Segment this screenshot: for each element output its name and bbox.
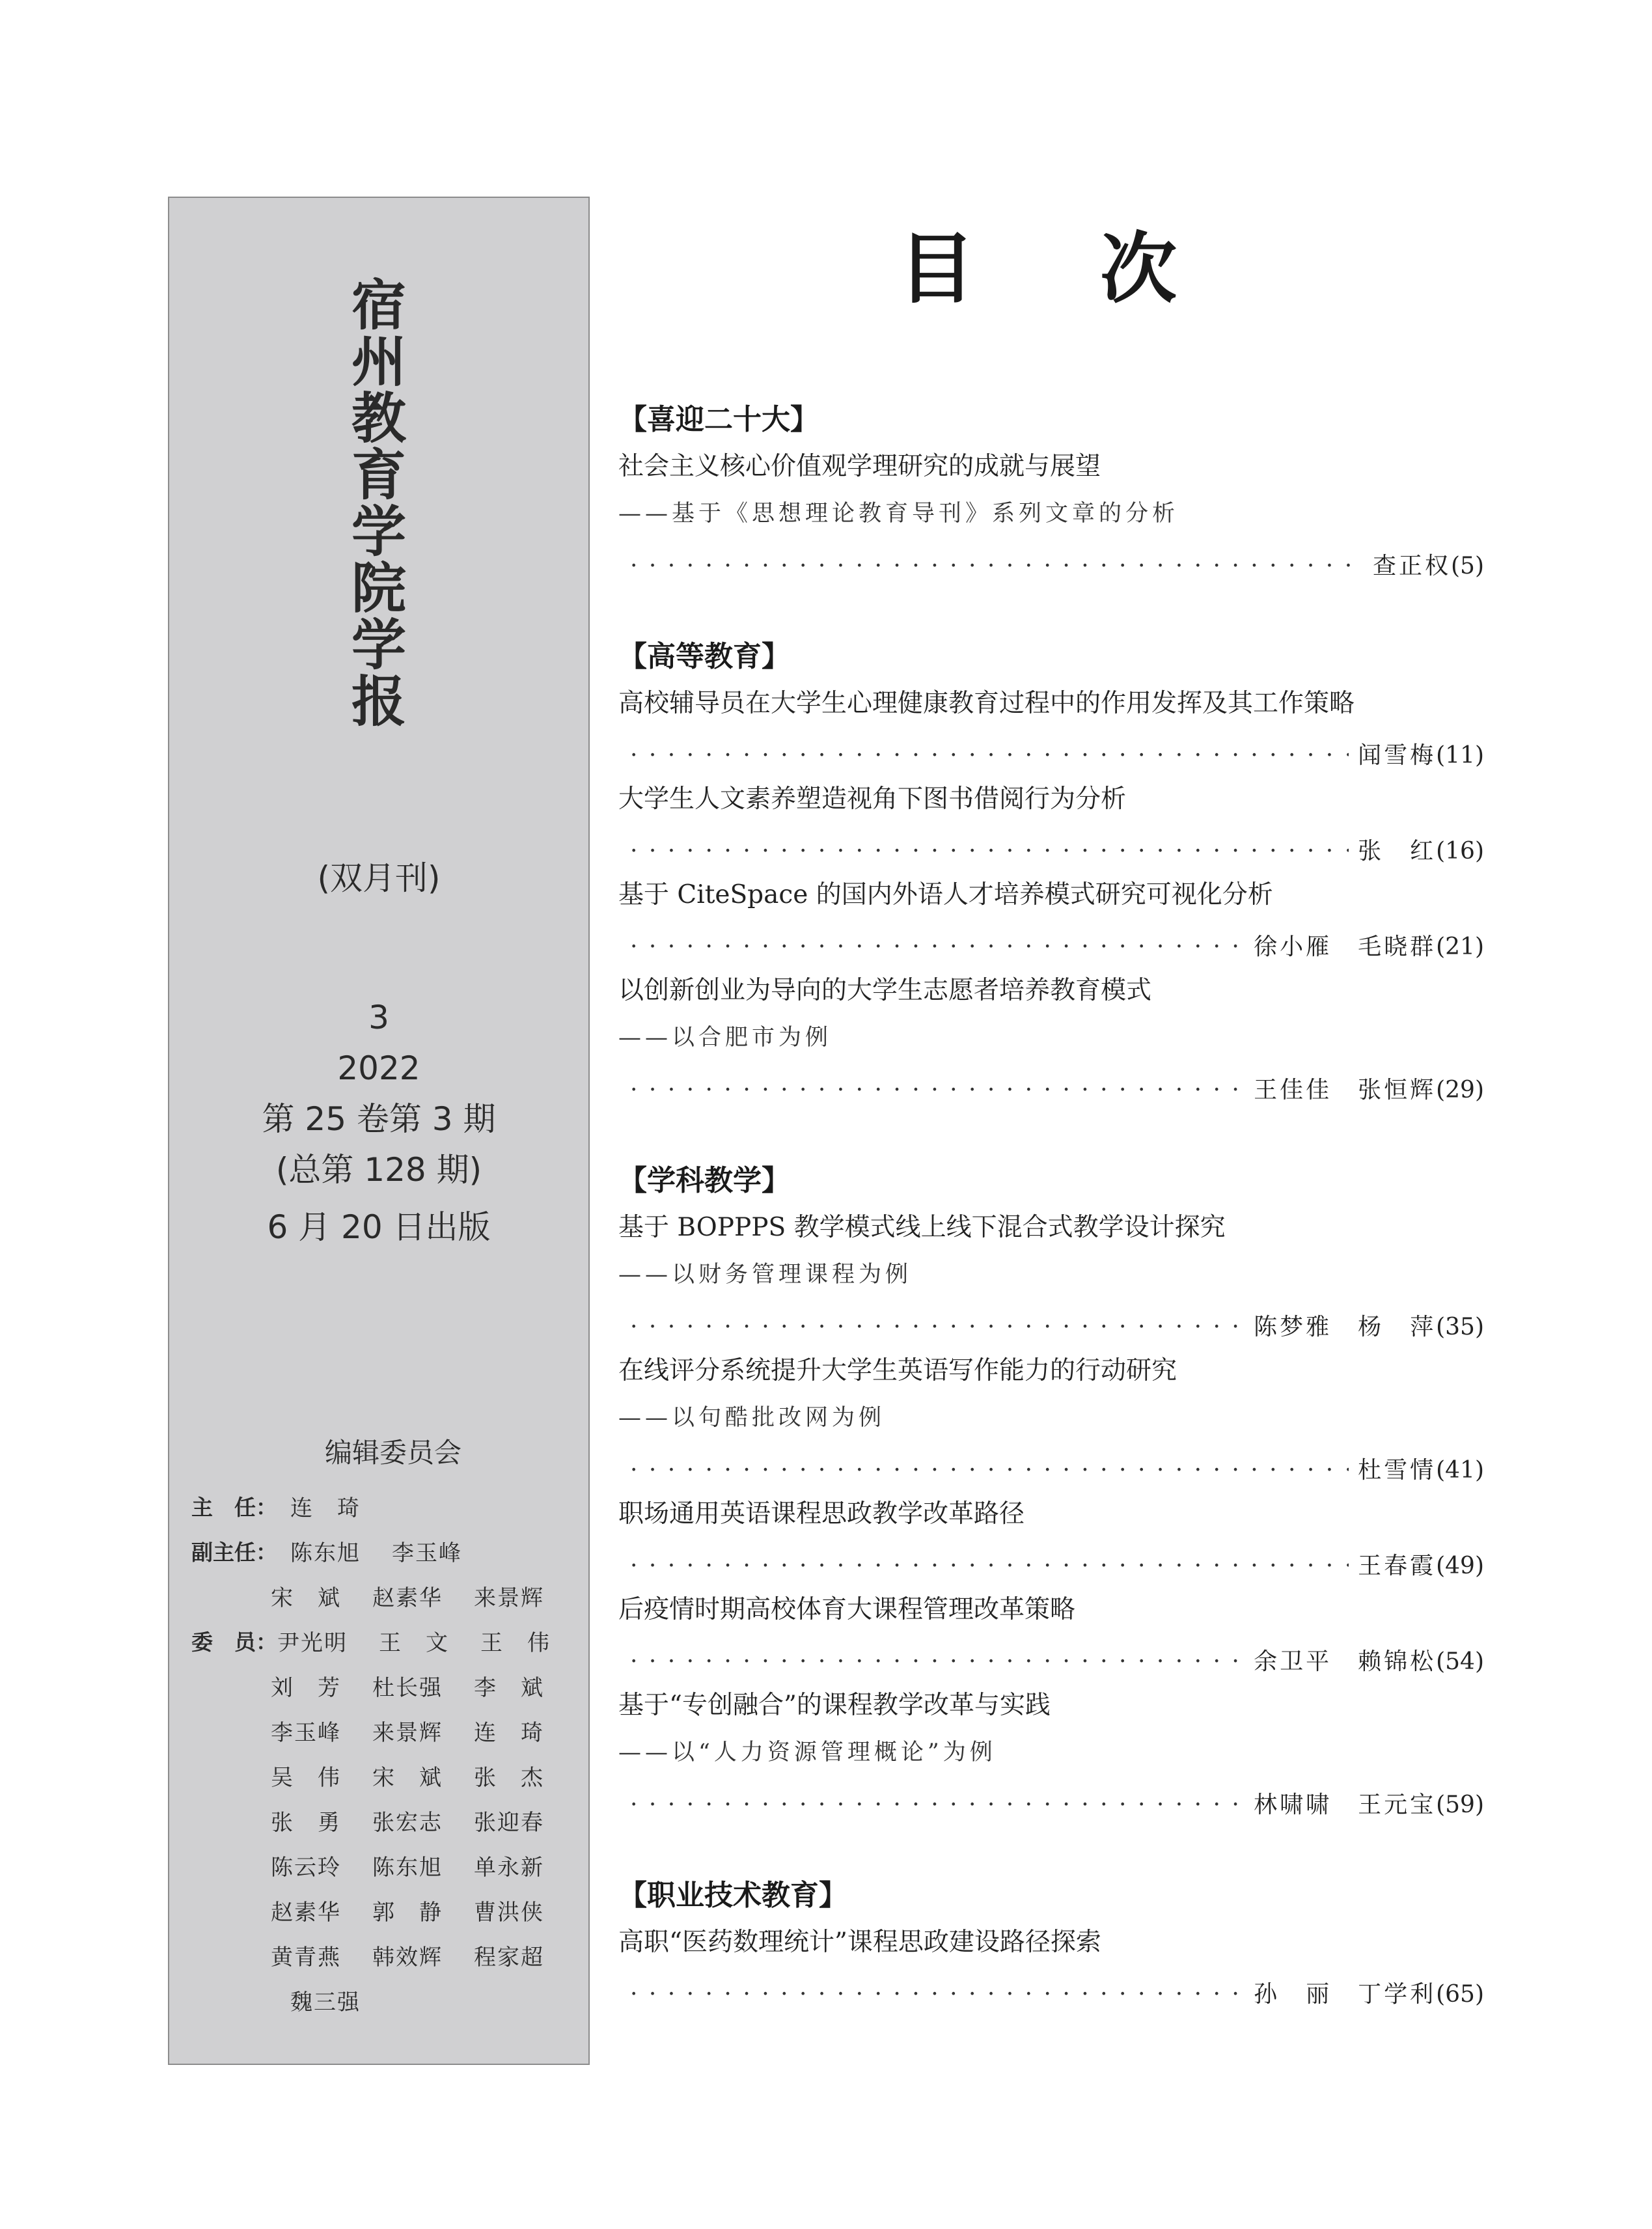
board-member: 张 勇: [271, 1810, 341, 1836]
leader-line: [618, 1442, 1484, 1490]
dot-leader: [618, 1308, 1245, 1347]
article-subtitle: ——基于《思想理论教育导刊》系列文章的分析: [618, 501, 1179, 527]
article-page[interactable]: (49): [1436, 1553, 1484, 1579]
dot-leader: [618, 832, 1349, 871]
journal-title: [169, 273, 588, 734]
issue-number: 3: [368, 999, 389, 1036]
dot-leader: [618, 1451, 1349, 1490]
board-row: [191, 1573, 575, 1618]
board-member: 魏三强: [290, 1989, 361, 2015]
article-title[interactable]: 基于 BOPPPS 教学模式线上线下混合式教学设计探究: [618, 1213, 1226, 1242]
toc-entry[interactable]: [618, 967, 1484, 1110]
toc-heading: [898, 207, 1178, 318]
dot-leader: [618, 1071, 1245, 1110]
article-authors: 杜雪情: [1358, 1457, 1437, 1484]
article-authors: 查正权: [1372, 553, 1451, 579]
toc-entry[interactable]: [618, 1682, 1484, 1825]
board-member: 杜长强: [372, 1675, 443, 1701]
board-row: [191, 1843, 575, 1888]
board-member: 李 斌: [474, 1675, 544, 1701]
board-member: 李玉峰: [392, 1540, 462, 1566]
article-title[interactable]: 社会主义核心价值观学理研究的成就与展望: [618, 452, 1101, 481]
board-row: [191, 1888, 575, 1933]
table-of-contents: [618, 397, 1484, 2062]
article-subtitle: ——以合肥市为例: [618, 1025, 833, 1051]
board-member: 赵素华: [372, 1585, 443, 1611]
board-row: [191, 1708, 575, 1753]
board-names: [271, 1894, 575, 1926]
board-member: 连 琦: [474, 1720, 544, 1746]
article-page[interactable]: (41): [1436, 1457, 1484, 1484]
article-page[interactable]: (21): [1436, 934, 1484, 960]
board-row: [191, 1663, 575, 1708]
journal-title-char: 学: [351, 613, 406, 677]
board-member: 李玉峰: [271, 1720, 341, 1746]
board-names: [271, 1760, 575, 1792]
dot-leader: [618, 1547, 1349, 1586]
toc-heading-char: 目: [898, 223, 977, 314]
article-authors: 王佳佳 张恒辉: [1254, 1077, 1437, 1103]
board-row: [191, 1529, 575, 1573]
board-member: 韩效辉: [372, 1945, 443, 1971]
article-title[interactable]: 职场通用英语课程思政教学改革路径: [618, 1499, 1025, 1529]
article-authors: 孙 丽 丁学利: [1254, 1981, 1437, 2008]
board-member: 刘 芳: [271, 1675, 341, 1701]
board-row: [191, 1798, 575, 1843]
board-member: 赵素华: [271, 1900, 341, 1926]
article-title[interactable]: 基于“专创融合”的课程教学改革与实践: [618, 1691, 1051, 1720]
article-page[interactable]: (16): [1436, 838, 1484, 865]
section-title: 【学科教学】: [618, 1164, 790, 1197]
toc-entry[interactable]: [618, 775, 1484, 871]
dot-leader: [618, 1642, 1245, 1682]
board-names: [290, 1490, 392, 1522]
leader-line: [618, 823, 1484, 871]
board-member: 王 文: [379, 1630, 449, 1656]
toc-entry[interactable]: [618, 680, 1484, 775]
leader-line: [618, 1062, 1484, 1110]
journal-title-char: 州: [351, 330, 406, 394]
article-authors: 陈梦雅 杨 萍: [1254, 1314, 1437, 1340]
board-member: 单永新: [474, 1855, 544, 1881]
board-names: [271, 1580, 575, 1612]
board-row: [191, 1978, 575, 2023]
board-member: 张迎春: [474, 1810, 544, 1836]
board-names: [271, 1715, 575, 1747]
toc-entry[interactable]: [618, 871, 1484, 967]
article-authors: 闻雪梅: [1358, 742, 1437, 769]
board-member: 黄青燕: [271, 1945, 341, 1971]
board-names: [271, 1849, 575, 1881]
board-member: 曹洪侠: [474, 1900, 544, 1926]
board-role: 委 员：: [191, 1629, 277, 1655]
article-authors: 徐小雁 毛晓群: [1254, 934, 1437, 960]
board-role: 主 任：: [191, 1495, 277, 1520]
article-title[interactable]: 大学生人文素养塑造视角下图书借阅行为分析: [618, 784, 1127, 814]
editorial-board: [191, 1432, 575, 2023]
board-member: 来景辉: [372, 1720, 443, 1746]
issue-info: [169, 992, 588, 1253]
dot-leader: [618, 928, 1245, 967]
board-row: [191, 1753, 575, 1798]
dot-leader: [618, 1975, 1245, 2014]
leader-line: [618, 1777, 1484, 1825]
article-authors: 林啸啸 王元宝: [1254, 1792, 1437, 1818]
board-member: 郭 静: [372, 1900, 443, 1926]
board-row: [191, 1933, 575, 1978]
leader-line: [618, 1299, 1484, 1347]
article-authors: 王春霞: [1358, 1553, 1437, 1579]
issue-year: 2022: [337, 1049, 420, 1087]
article-title[interactable]: 高职“医药数理统计”课程思政建设路径探索: [618, 1928, 1101, 1957]
board-member: 张宏志: [372, 1810, 443, 1836]
issue-total: (总第 128 期): [275, 1151, 482, 1189]
article-authors: 余卫平 赖锦松: [1254, 1648, 1437, 1675]
board-member: 陈云玲: [271, 1855, 341, 1881]
article-title[interactable]: 以创新创业为导向的大学生志愿者培养教育模式: [618, 976, 1152, 1005]
dot-leader: [618, 736, 1349, 775]
board-role: 副主任：: [191, 1540, 277, 1565]
toc-heading-char: 次: [1100, 223, 1179, 314]
editorial-board-title: 编辑委员会: [324, 1437, 461, 1469]
journal-title-char: 院: [351, 557, 406, 620]
section-title: 【高等教育】: [618, 640, 790, 673]
dot-leader: [618, 547, 1364, 586]
board-names: [271, 1805, 575, 1836]
board-member: 王 伟: [480, 1630, 551, 1656]
board-row: [191, 1618, 575, 1663]
board-names: [290, 1535, 493, 1567]
article-authors: 张 红: [1358, 838, 1437, 865]
article-page[interactable]: (54): [1436, 1648, 1484, 1675]
board-member: 宋 斌: [372, 1765, 443, 1791]
article-subtitle: ——以句酷批改网为例: [618, 1405, 886, 1431]
board-names: [277, 1625, 582, 1657]
board-member: 陈东旭: [290, 1540, 361, 1566]
toc-entry[interactable]: [618, 1347, 1484, 1490]
article-title[interactable]: 后疫情时期高校体育大课程管理改革策略: [618, 1595, 1076, 1624]
issue-volume: 第 25 卷第 3 期: [262, 1100, 496, 1138]
board-member: 来景辉: [474, 1585, 544, 1611]
journal-title-char: 育: [351, 443, 406, 507]
board-names: [271, 1670, 575, 1702]
leader-line: [618, 919, 1484, 967]
board-names: [290, 1984, 392, 2016]
board-member: 连 琦: [290, 1495, 361, 1521]
section-title: 【喜迎二十大】: [618, 403, 819, 436]
toc-section: [618, 634, 1484, 1110]
board-names: [271, 1939, 575, 1971]
article-subtitle: ——以“人力资源管理概论”为例: [618, 1739, 997, 1765]
article-page[interactable]: (35): [1436, 1314, 1484, 1340]
journal-title-char: 报: [351, 670, 406, 734]
toc-entry[interactable]: [618, 1490, 1484, 1586]
article-page[interactable]: (11): [1436, 742, 1484, 769]
leader-line: [618, 727, 1484, 775]
toc-section: [618, 1873, 1484, 2014]
board-member: 尹光明: [277, 1630, 348, 1656]
dot-leader: [618, 1786, 1245, 1825]
toc-entry[interactable]: [618, 443, 1484, 586]
leader-line: [618, 1633, 1484, 1682]
article-subtitle: ——以财务管理课程为例: [618, 1262, 913, 1288]
publication-frequency: (双月刊): [317, 859, 441, 897]
board-row: [191, 1484, 575, 1529]
article-title[interactable]: 高校辅导员在大学生心理健康教育过程中的作用发挥及其工作策略: [618, 689, 1355, 718]
board-member: 陈东旭: [372, 1855, 443, 1881]
board-member: 吴 伟: [271, 1765, 341, 1791]
toc-section: [618, 1158, 1484, 1825]
leader-line: [618, 538, 1484, 586]
article-page[interactable]: (59): [1436, 1792, 1484, 1818]
article-title[interactable]: 基于 CiteSpace 的国内外语人才培养模式研究可视化分析: [618, 880, 1273, 909]
section-title: 【职业技术教育】: [618, 1879, 847, 1912]
board-member: 宋 斌: [271, 1585, 341, 1611]
board-member: 张 杰: [474, 1765, 544, 1791]
toc-entry[interactable]: [618, 1204, 1484, 1347]
article-page[interactable]: (5): [1451, 553, 1484, 579]
board-member: 程家超: [474, 1945, 544, 1971]
toc-section: [618, 397, 1484, 586]
journal-info-panel: [168, 197, 590, 2065]
editorial-board-list: [191, 1484, 575, 2023]
article-page[interactable]: (29): [1436, 1077, 1484, 1103]
article-title[interactable]: 在线评分系统提升大学生英语写作能力的行动研究: [618, 1356, 1177, 1385]
toc-entry[interactable]: [618, 1586, 1484, 1682]
publication-date: 6 月 20 日出版: [267, 1208, 491, 1246]
leader-line: [618, 1966, 1484, 2014]
journal-title-char: 教: [351, 387, 406, 450]
article-page[interactable]: (65): [1436, 1981, 1484, 2008]
leader-line: [618, 1538, 1484, 1586]
toc-entry[interactable]: [618, 1918, 1484, 2014]
journal-title-char: 宿: [351, 273, 406, 337]
journal-title-char: 学: [351, 500, 406, 564]
